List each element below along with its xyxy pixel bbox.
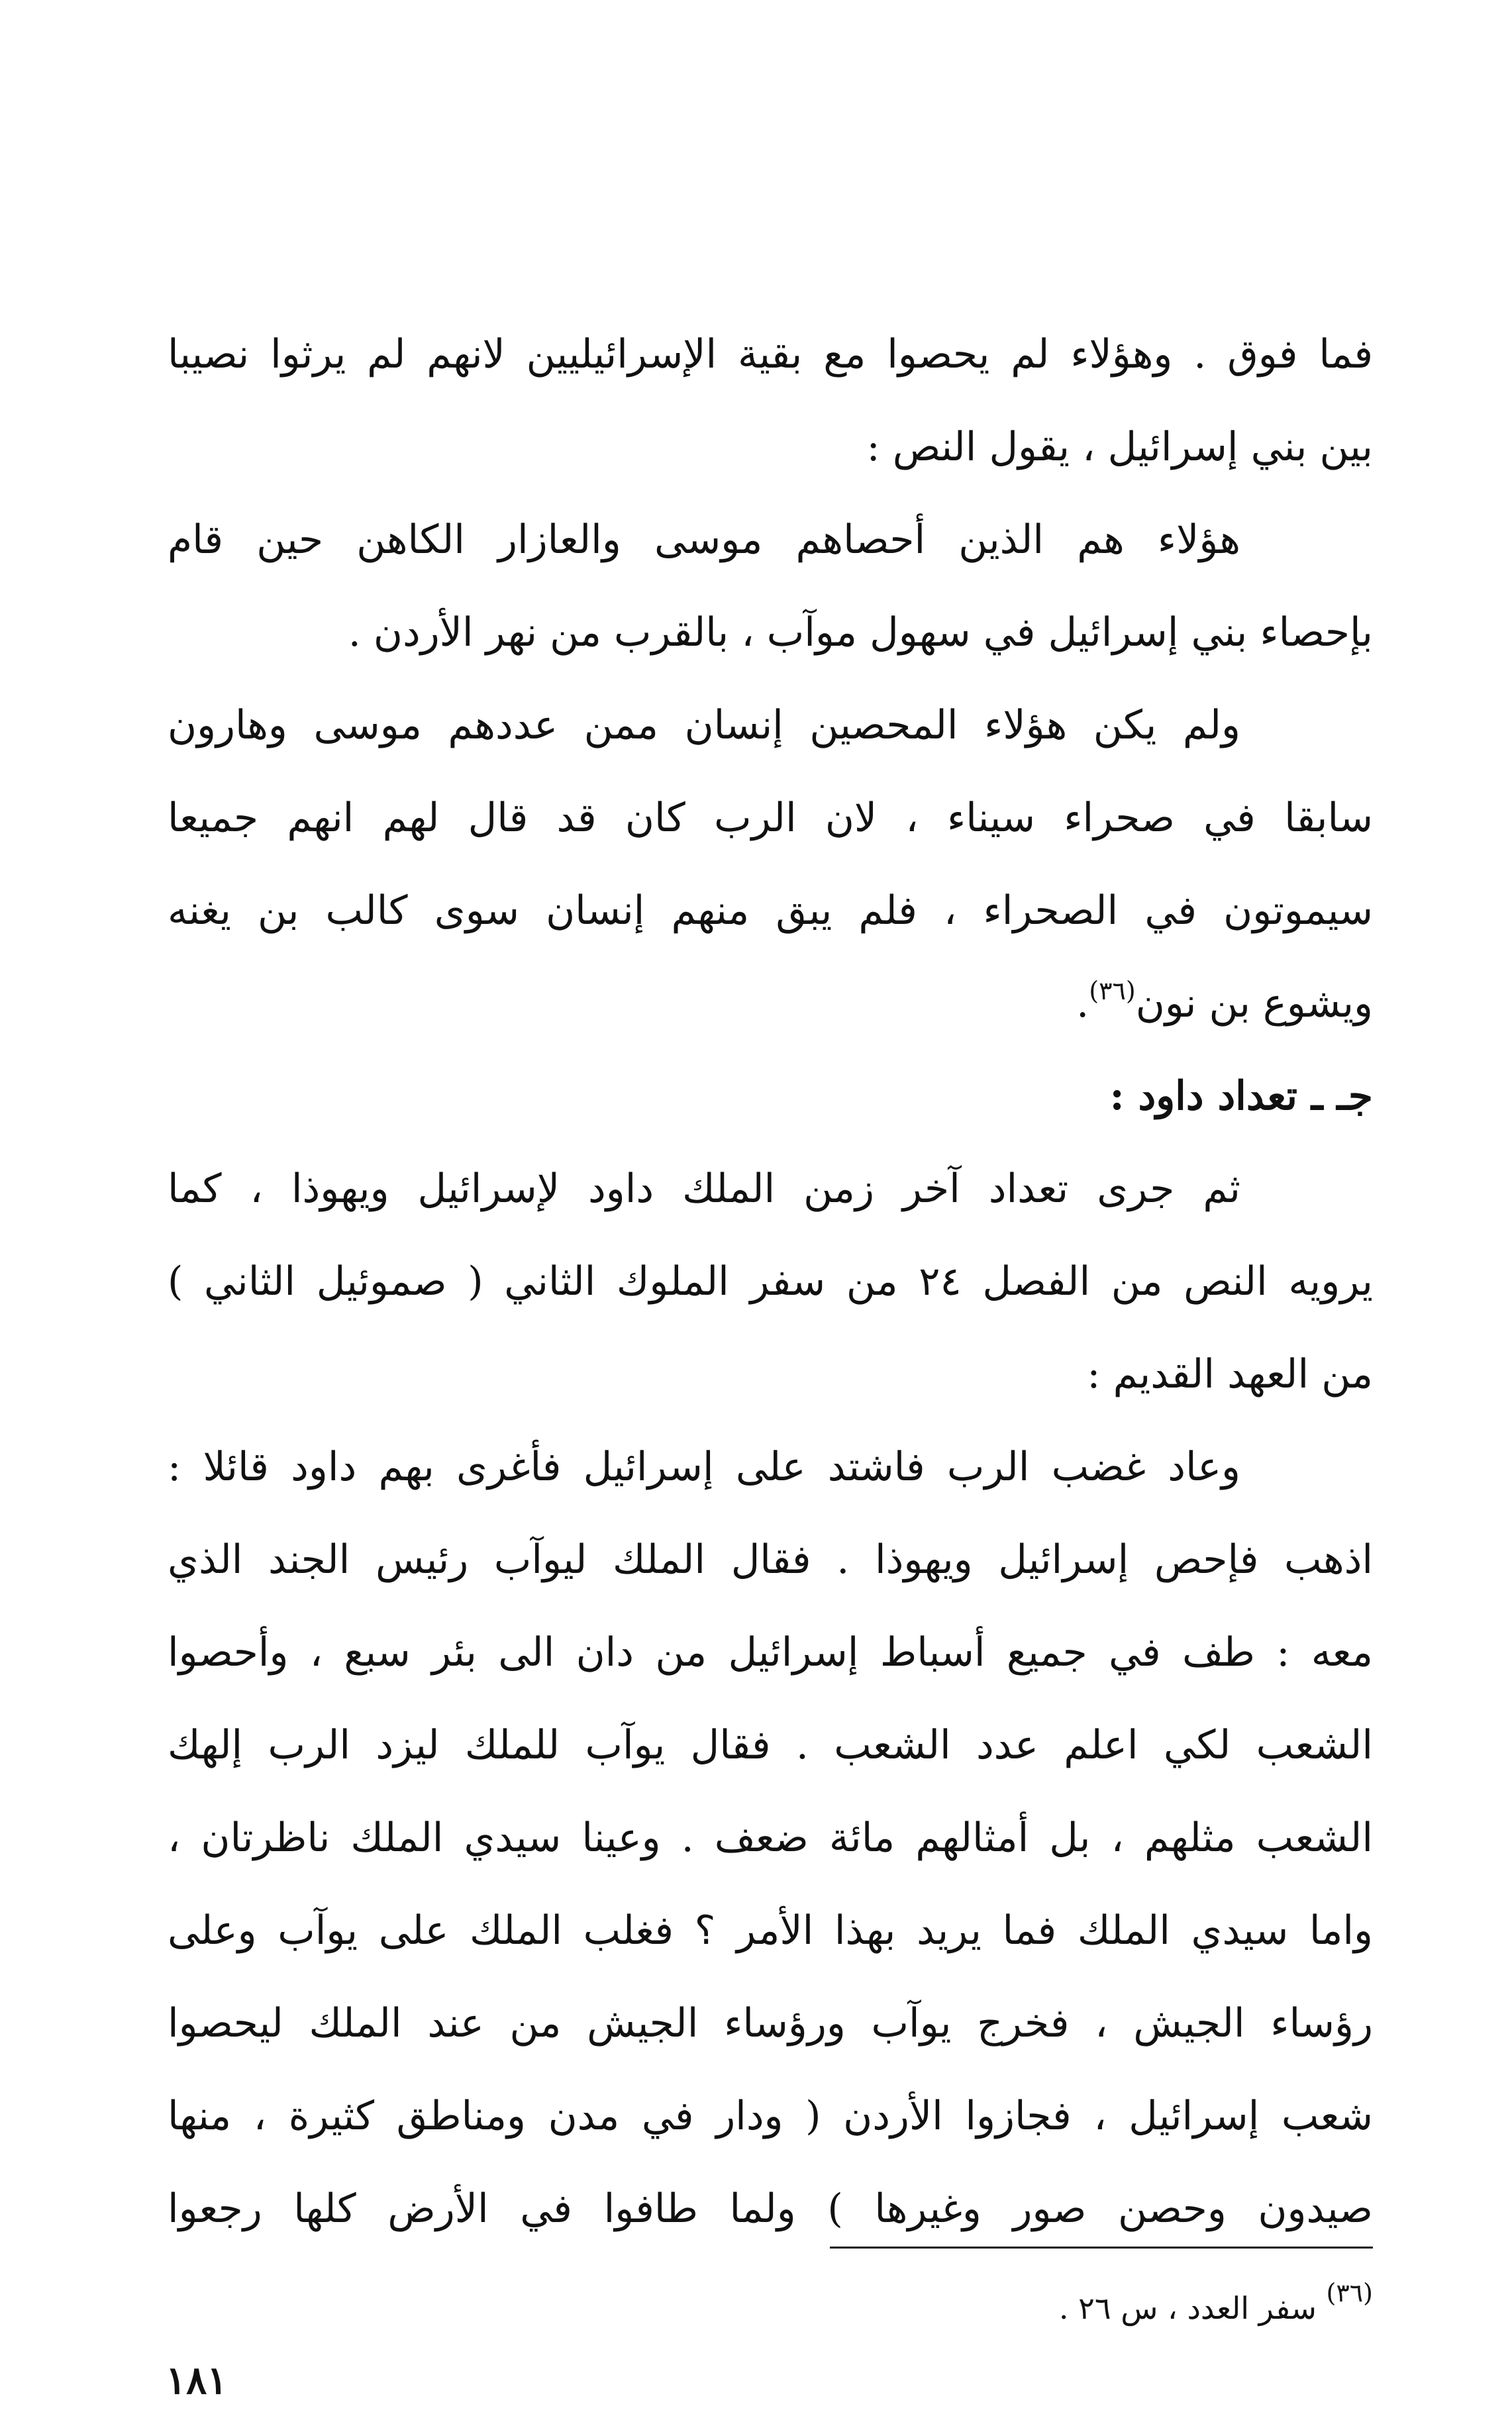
text-line: واما سيدي الملك فما يريد بهذا الأمر ؟ فغلب الملك على يوآب وعلى [168,1907,1373,1954]
text-line: ولم يكن هؤلاء المحصين إنسان ممن عددهم موسى وهارون [168,702,1240,748]
text-line-content: ويشوع بن نون [1135,980,1373,1027]
text-line: فما فوق . وهؤلاء لم يحصوا مع بقية الإسرائيليين لانهم لم يرثوا نصيبا [168,331,1373,378]
text-line: صيدون وحصن صور وغيرها ) ولما طافوا في الأرض كلها رجعوا [168,2186,1373,2232]
text-line: بإحصاء بني إسرائيل في سهول موآب ، بالقرب من نهر الأردن . [348,609,1373,656]
footnote-text: سفر العدد ، س ٢٦ . [1058,2290,1317,2326]
text-line: يرويه النص من الفصل ٢٤ من سفر الملوك الثاني ( صموئيل الثاني ) [168,1258,1374,1305]
text-line: سيموتون في الصحراء ، فلم يبق منهم إنسان سوى كالب بن يغنه [168,887,1373,934]
text-line: الشعب مثلهم ، بل أمثالهم مائة ضعف . وعينا سيدي الملك ناظرتان ، [168,1815,1373,1861]
footnote [644,2278,1373,2335]
text-line [168,957,1373,1050]
footnote-divider [830,2247,1373,2249]
page-number: ١٨١ [166,2358,228,2403]
text-line: اذهب فإحص إسرائيل ويهوذا . فقال الملك ليوآب رئيس الجند الذي [168,1537,1373,1583]
text-line: ثم جرى تعداد آخر زمن الملك داود لإسرائيل ويهوذا ، كما [168,1166,1240,1212]
text-line: معه : طف في جميع أسباط إسرائيل من دان الى بئر سبع ، وأحصوا [168,1629,1373,1676]
text-line: الشعب لكي اعلم عدد الشعب . فقال يوآب للملك ليزد الرب إلهك [168,1722,1373,1768]
main-text [168,308,1373,2255]
text-line: وعاد غضب الرب فاشتد على إسرائيل فأغرى بهم داود قائلا : [168,1444,1240,1490]
footnote-marker: (٣٦) [1326,2278,1373,2307]
footnote-reference: (٣٦) [1089,976,1136,1005]
text-line: من العهد القديم : [1087,1351,1373,1397]
text-line: هؤلاء هم الذين أحصاهم موسى والعازار الكاهن حين قام [168,517,1240,563]
text-line: سابقا في صحراء سيناء ، لان الرب كان قد قال لهم انهم جميعا [168,795,1373,841]
text-line: شعب إسرائيل ، فجازوا الأردن ( ودار في مدن ومناطق كثيرة ، منها [168,2093,1373,2139]
section-heading: جـ ـ تعداد داود : [1109,1073,1373,1119]
footnote-reference-end: . [1076,980,1089,1027]
text-line: بين بني إسرائيل ، يقول النص : [866,424,1373,470]
text-line: رؤساء الجيش ، فخرج يوآب ورؤساء الجيش من عند الملك ليحصوا [168,2000,1373,2047]
